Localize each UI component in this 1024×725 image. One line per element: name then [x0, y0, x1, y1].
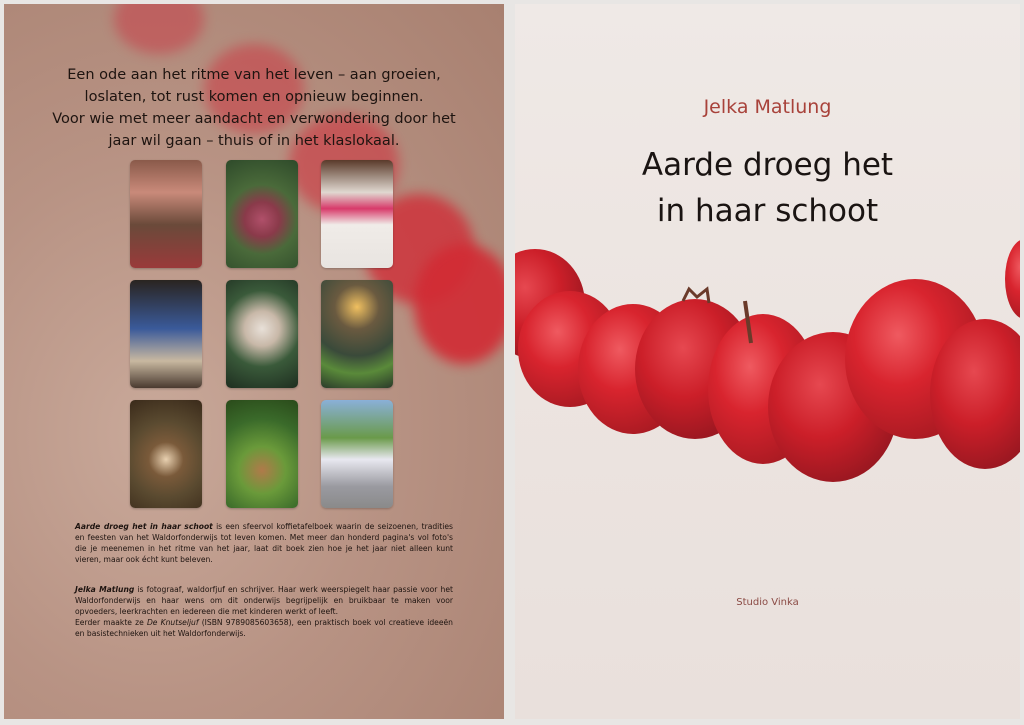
tagline-line: Een ode aan het ritme van het leven – aan groeien, — [67, 67, 441, 83]
earlier-suffix: (ISBN 9789085603658), een praktisch boek vol creatieve ideeën en basistechnieken uit het Waldorfonderwijs. — [75, 618, 453, 638]
photo-candles — [321, 280, 393, 388]
tagline-line: loslaten, tot rust komen en opnieuw beginnen. — [84, 89, 424, 105]
blurred-berry — [114, 4, 204, 54]
earlier-prefix: Eerder maakte ze — [75, 618, 147, 627]
front-cover — [515, 4, 1020, 719]
photo-knitted-mitten — [226, 280, 298, 388]
book-description — [75, 521, 453, 565]
back-cover — [4, 4, 504, 719]
photo-classroom — [130, 160, 202, 268]
title-line: Aarde droeg het — [641, 147, 894, 183]
berry-string-illustration — [515, 239, 1020, 539]
tagline-line: jaar wil gaan – thuis of in het klaslokaal. — [108, 133, 400, 149]
photo-nest — [130, 400, 202, 508]
description-body: is een sfeervol koffietafelboek waarin de seizoenen, tradities en feesten van het Waldorfonderwijs tot leven komen. Met meer dan honderd pagina's vol foto's die je meenemen in het ritme van het jaar, laat dit boek zien hoe je het jaar niet alleen kunt vieren, maar ook écht kunt beleven. — [75, 522, 453, 564]
tagline-line: Voor wie met meer aandacht en verwondering door het — [52, 111, 456, 127]
back-tagline — [4, 64, 504, 152]
blurred-berry — [414, 244, 504, 364]
photo-forest-child — [226, 400, 298, 508]
photo-procession — [321, 400, 393, 508]
photo-beetroot — [226, 160, 298, 268]
cover-title — [515, 142, 1020, 234]
cover-publisher: Studio Vinka — [736, 597, 799, 608]
photo-star-lantern — [130, 280, 202, 388]
earlier-title: De Knutseljuf — [146, 618, 199, 627]
description-title: Aarde droeg het in haar schoot — [75, 522, 213, 531]
berry — [1005, 239, 1020, 319]
title-line: in haar schoot — [656, 193, 879, 229]
bio-name: Jelka Matlung — [75, 585, 135, 594]
bio-body: is fotograaf, waldorfjuf en schrijver. Haar werk weerspiegelt haar passie voor het Waldorfonderwijs en haar wens om dit onderwijs begrijpelijk en bruikbaar te maken voor opvoeders, leerkrachten en iedereen die met kinderen werkt of leeft. — [75, 585, 453, 616]
author-bio — [75, 584, 453, 639]
photo-window — [321, 160, 393, 268]
cover-author: Jelka Matlung — [703, 96, 832, 118]
